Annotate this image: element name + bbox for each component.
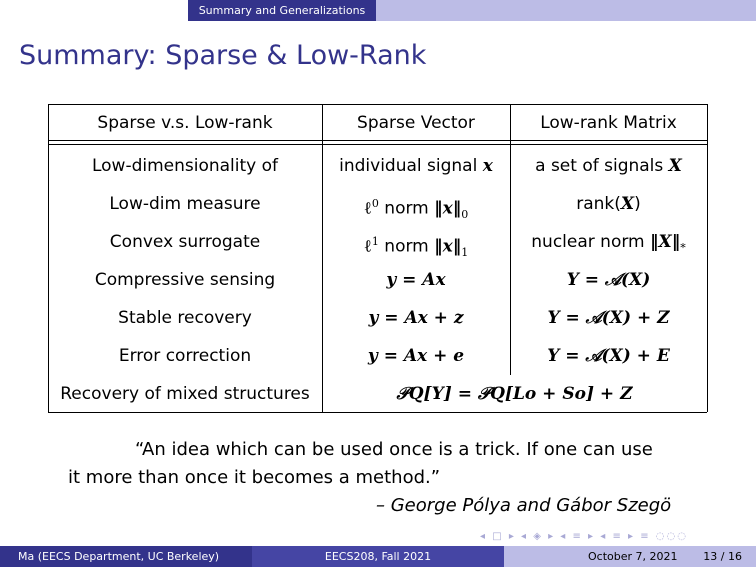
table-cell-sparse: y = Ax	[386, 270, 446, 290]
table-cell-sparse: y = Ax + e	[367, 346, 465, 366]
math-norm: ‖x‖	[434, 198, 462, 219]
cell-text: nuclear norm	[531, 232, 650, 252]
table-header-col-2: Sparse Vector	[357, 113, 475, 133]
math-norm: ‖X‖	[650, 232, 681, 252]
table-header-col-1: Sparse v.s. Low-rank	[97, 113, 273, 133]
math-matrix-x: X	[668, 156, 682, 176]
math-ell: ℓ	[363, 198, 372, 219]
footer-right	[504, 546, 756, 567]
beamer-navigation-icons[interactable]: ◂ □ ▸ ◂ ◈ ▸ ◂ ≡ ▸ ◂ ≡ ▸ ≡ ◌◌◌	[480, 531, 688, 542]
table-cell-sparse: y = Ax + z	[368, 308, 464, 328]
math-ell: ℓ	[363, 236, 372, 257]
table-row-label: Stable recovery	[118, 308, 252, 328]
section-tab-empty	[0, 0, 188, 21]
table-header-border-2	[48, 144, 707, 145]
table-cell-lowrank: Y = 𝒜(X) + E	[547, 346, 670, 366]
top-navigation-bar	[0, 0, 756, 21]
footer-page-number: 13 / 16	[703, 550, 742, 563]
footer-author: Ma (EECS Department, UC Berkeley)	[0, 546, 252, 567]
table-cell-lowrank	[510, 156, 707, 176]
table-cell-lowrank	[510, 194, 707, 214]
quote-line-1: “An idea which can be used once is a trick. If one can use	[135, 439, 653, 460]
table-cell-lowrank	[510, 232, 707, 258]
math-matrix-x: X	[620, 194, 635, 214]
cell-text: norm	[378, 236, 435, 257]
cell-text: rank(	[576, 194, 621, 214]
section-tab-filler	[376, 0, 756, 21]
table-cell-lowrank: Y = 𝒜(X) + Z	[547, 308, 670, 328]
cell-text: a set of signals	[535, 156, 669, 176]
table-row-label: Recovery of mixed structures	[60, 384, 310, 404]
table-header-col-3: Low-rank Matrix	[540, 113, 677, 133]
math-sup: 0	[371, 197, 379, 210]
cell-text: norm	[378, 198, 435, 219]
table-header-border-1	[48, 140, 707, 141]
table-cell-lowrank: Y = 𝒜(X)	[566, 270, 651, 290]
math-sub: 1	[461, 246, 469, 260]
quote-line-2: it more than once it becomes a method.”	[68, 467, 441, 488]
quote-attribution: – George Pólya and Gábor Szegö	[376, 495, 672, 516]
footer-date: October 7, 2021	[588, 550, 678, 563]
footer-course: EECS208, Fall 2021	[252, 546, 504, 567]
slide-title: Summary: Sparse & Low-Rank	[19, 40, 427, 71]
footer-bar	[0, 546, 756, 567]
math-sub: *	[680, 241, 686, 255]
table-cell-sparse	[322, 232, 510, 263]
math-sub: 0	[461, 208, 469, 222]
math-sup: 1	[371, 235, 379, 248]
table-top-border	[48, 104, 707, 105]
table-row-label: Low-dimensionality of	[91, 156, 279, 176]
table-bottom-border	[48, 412, 707, 413]
table-cell-sparse	[322, 194, 510, 225]
section-tab-current[interactable]: Summary and Generalizations	[188, 0, 376, 21]
table-row-label: Compressive sensing	[94, 270, 276, 290]
table-right-border	[707, 104, 708, 412]
table-row-label: Low-dim measure	[109, 194, 261, 214]
math-vector-x: x	[482, 156, 493, 176]
table-cell-sparse	[322, 156, 510, 176]
table-row-label: Convex surrogate	[109, 232, 261, 252]
table-row-label: Error correction	[118, 346, 252, 366]
cell-text-close: )	[634, 194, 641, 214]
cell-text: individual signal	[339, 156, 483, 176]
table-cell-merged: 𝒫Q[Y] = 𝒫Q[Lo + So] + Z	[396, 384, 633, 404]
math-norm: ‖x‖	[434, 236, 462, 257]
